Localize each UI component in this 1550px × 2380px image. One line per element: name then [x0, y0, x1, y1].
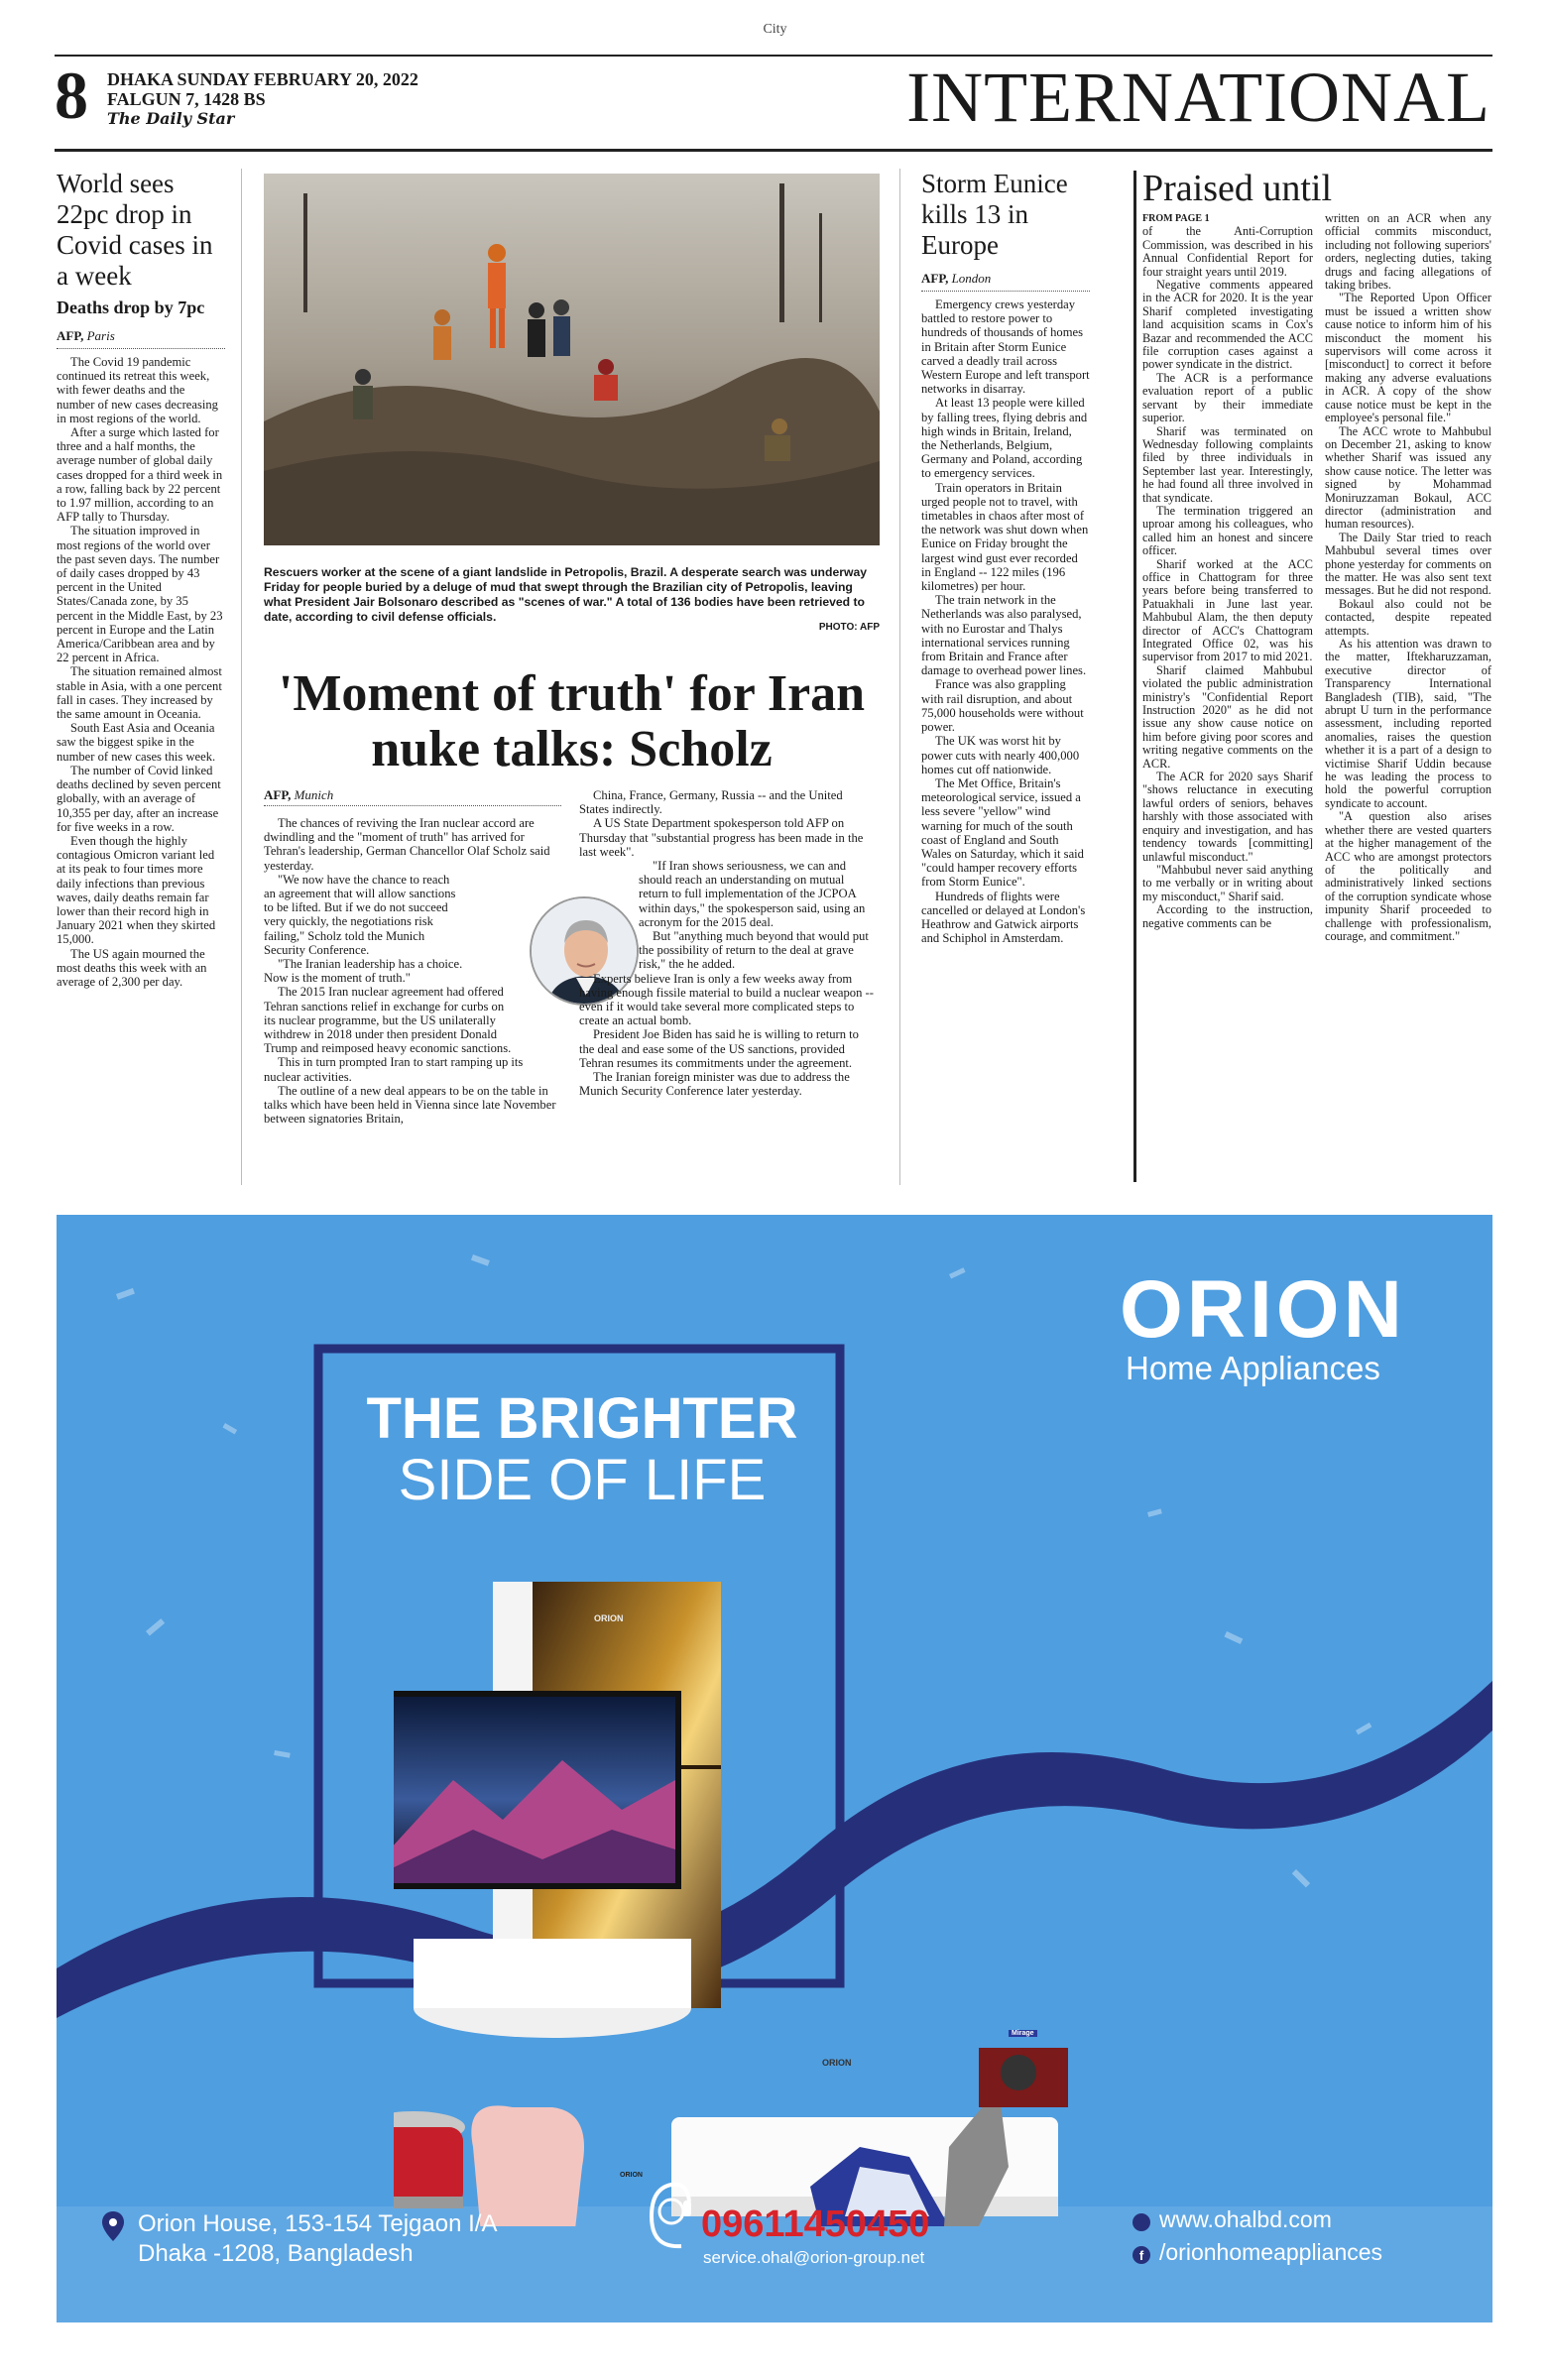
ac-logo: ORION [822, 2058, 852, 2068]
divider [921, 291, 1090, 292]
paragraph: written on an ACR when any official commits misconduct, including not following superiors' orders, neglecting duties, taking drugs and facing allegations of taking bribes. [1325, 211, 1491, 293]
paragraph: "The Iranian leadership has a choice. Now is the moment of truth." [264, 957, 463, 986]
paragraph: Even though the highly contagious Omicron variant led at its peak to four times more daily infections than previous waves, daily deaths remain far lower than their record high in January 2021 when they skirted 15,000. [57, 833, 216, 947]
paragraph: of the Anti-Corruption Commission, was described in his Annual Confidential Report for four straight years until 2019. [1142, 224, 1313, 279]
header-rule-top [55, 55, 1492, 57]
paragraph: A US State Department spokesperson told AFP on Thursday that "substantial progress has been made in the last week". [579, 816, 864, 859]
covid-headline: World sees 22pc drop in Covid cases in a week [57, 169, 213, 291]
paragraph: China, France, Germany, Russia -- and the United States indirectly. [579, 788, 843, 817]
paragraph: According to the instruction, negative comments can be [1142, 902, 1313, 930]
paragraph: The situation remained almost stable in Asia, with a one percent fall in cases. They increased by the same amount in Oceania. [57, 664, 222, 722]
paragraph: "If Iran shows seriousness, we can and should reach an understanding on mutual return to full implementation of the JCPOA within days," the spokesperson said, using an acronym for the 2015 deal. [639, 859, 866, 929]
iran-byline: AFP, Munich [264, 787, 334, 802]
location-pin-icon [102, 2211, 124, 2241]
paragraph: Train operators in Britain urged people not to travel, with timetables in chaos after most of the network was shut down when Eunice on Friday brought the largest wind gust ever recorded in England -- 122 miles (196 kilometres) per hour. [921, 480, 1089, 594]
globe-icon [1133, 2213, 1150, 2231]
paragraph: The 2015 Iran nuclear agreement had offered Tehran sanctions relief in exchange for curbs on its nuclear programme, but the US unilaterally withdrew in 2018 under then president Donald Trump and reimposed heavy economic sanctions. [264, 985, 512, 1056]
section-title: INTERNATIONAL [906, 58, 1490, 137]
paragraph: The Met Office, Britain's meteorological service, issued a less severe "yellow" wind warning for much of the south coast of England and South Wales on Saturday, which it said "could hamper recovery efforts from Storm Eunice". [921, 775, 1084, 890]
support-email[interactable]: service.ohal@orion-group.net [703, 2248, 925, 2267]
paragraph: After a surge which lasted for three and a half months, the average number of global daily cases dropped for a third week in a row, falling back by 22 percent to 1.97 million, according to an AFP tally to Thursday. [57, 425, 223, 525]
iran-headline: 'Moment of truth' for Iran nuke talks: Scholz [278, 665, 866, 777]
iran-body-col2 [579, 788, 874, 1098]
paragraph: The number of Covid linked deaths declined by seven percent globally, with an average of 10,355 per day, after an increase for five weeks in a row. [57, 763, 221, 834]
paragraph: The chances of reviving the Iran nuclear accord are dwindling and the "moment of truth" has arrived for Tehran's leadership, German Chancellor Olaf Scholz said yesterday. [264, 816, 550, 873]
paragraph: Sharif worked at the ACC office in Chattogram for three years before being transferred to Patuakhali in June last year. Mahbubul Alam, the then deputy director of ACC's Chattogram Integrated Office 02, was his supervisor from 2017 to mid 2021. [1142, 556, 1313, 664]
paragraph: The outline of a new deal appears to be on the table in talks which have been held in Vienna since late November between signatories Britain, [264, 1083, 556, 1127]
photo-caption: Rescuers worker at the scene of a giant landslide in Petropolis, Brazil. A desperate search was underway Friday for people buried by a deluge of mud that swept through the Brazilian city of Petropolis, leaving what President Jair Bolsonaro described as "scenes of war." A total of 136 bodies have been retrieved to date, according to civil defense officials. [264, 565, 868, 624]
paragraph: South East Asia and Oceania saw the biggest spike in the number of new cases this week. [57, 721, 216, 764]
paragraph: The US again mourned the most deaths this week with an average of 2,300 per day. [57, 946, 207, 989]
address-line1: Orion House, 153-154 Tejgaon I/A [138, 2210, 498, 2237]
headset-icon [642, 2177, 693, 2256]
paragraph: This in turn prompted Iran to start ramping up its nuclear activities. [264, 1055, 524, 1084]
praised-body-col1 [1142, 212, 1313, 930]
praised-headline: Praised until [1142, 168, 1333, 209]
paragraph: The ACR for 2020 says Sharif "shows reluctance in executing lawful orders of seniors, behaves harshly with those associated with enquiry and investigation, and has tendency towards [committing] unlawful misconduct." [1142, 770, 1313, 864]
from-page-label: FROM PAGE 1 [1142, 213, 1210, 224]
facebook-link[interactable]: /orionhomeappliances [1159, 2239, 1383, 2265]
date-bangla: FALGUN 7, 1428 BS [107, 89, 266, 109]
page-top-label: City [763, 22, 787, 37]
storm-body [921, 298, 1090, 945]
paragraph: "The Reported Upon Officer must be issued a written show cause notice to inform him of his misconduct the moment his supervisors will come across it [misconduct] to correct it before making any adverse evaluations in ACR. A copy of the show cause notice must be kept in the employee's personal file." [1325, 291, 1491, 425]
paragraph: "We now have the chance to reach an agreement that will allow sanctions to be lifted. But if we do not succeed very quickly, the negotiations risk failing," Scholz told the Munich Security Conference. [264, 872, 456, 957]
address-line2: Dhaka -1208, Bangladesh [138, 2240, 414, 2267]
orion-advertisement[interactable] [57, 1215, 1492, 2322]
praised-body-col2 [1325, 212, 1491, 943]
facebook-icon: f [1133, 2246, 1150, 2264]
paragraph: The termination triggered an uproar among his colleagues, who called him an honest and sincere officer. [1142, 503, 1313, 558]
paragraph: Negative comments appeared in the ACR for 2020. It is the year Sharif completed investigating land acquisition scams in Cox's Bazar and recommended the ACC file corruption cases against a power syndicate in the district. [1142, 278, 1313, 372]
hotline-number[interactable]: 09611450450 [701, 2203, 930, 2245]
paragraph: But "anything much beyond that would put the possibility of return to the deal at grave risk," the he added. [639, 929, 869, 972]
storm-byline: AFP, London [921, 271, 992, 286]
orion-logo: ORION [1120, 1264, 1406, 1355]
dateline-block [107, 69, 418, 129]
paragraph: Sharif claimed Mahbubul violated the public administration ministry's "Confidential Report Instruction 2020" as he did not issue any show cause notice on him before giving poor scores and writing negative comments on the ACR. [1142, 662, 1313, 771]
paragraph: "Mahbubul never said anything to me verbally or in writing about my misconduct," Sharif said. [1142, 862, 1313, 903]
paragraph: The Covid 19 pandemic continued its retreat this week, with fewer deaths and the number of new cases decreasing in most regions of the world. [57, 355, 218, 425]
paragraph: The UK was worst hit by power cuts with nearly 400,000 homes cut off nationwide. [921, 734, 1080, 776]
paragraph: Bokaul also could not be contacted, despite repeated attempts. [1325, 596, 1491, 638]
paragraph: The Iranian foreign minister was due to address the Munich Security Conference later yesterday. [579, 1070, 850, 1099]
tagline-line1: THE BRIGHTER [366, 1386, 798, 1451]
paragraph: At least 13 people were killed by falling trees, flying debris and high winds in Britain, Ireland, the Netherlands, Belgium, Germany and Poland, according to emergency services. [921, 396, 1088, 481]
paragraph: The ACC wrote to Mahbubul on December 21, asking to know whether Sharif was issued any show cause notice. The letter was signed by Mohammad Moniruzzaman Bokaul, ACC director (administration and human resources). [1325, 423, 1491, 532]
paragraph: Emergency crews yesterday battled to restore power to hundreds of thousands of homes in Britain after Storm Eunice carved a deadly trail across Western Europe and left transport networks in disarray. [921, 298, 1090, 397]
iran-body-col1 [264, 816, 558, 1126]
covid-subhead: Deaths drop by 7pc [57, 298, 205, 317]
divider [57, 348, 225, 349]
paragraph: Hundreds of flights were cancelled or delayed at London's Heathrow and Gatwick airports and Schiphol in Amsterdam. [921, 889, 1086, 946]
product-lineup [394, 1532, 1207, 2226]
paragraph: France was also grappling with rail disruption, and about 75,000 households were without power. [921, 677, 1084, 735]
date-gregorian: DHAKA SUNDAY FEBRUARY 20, 2022 [107, 69, 418, 89]
paragraph: As his attention was drawn to the matter, Iftekharuzzaman, executive director of Transparency International Bangladesh (TIB), said, "The abrupt U turn in the performance assessment, including reported anomalies, raises the question whether it is a part of a design to victimise Sharif Uddin because he was leading the process to hold the powerful corruption syndicate to account. [1325, 637, 1491, 810]
covid-body [57, 355, 225, 989]
divider [264, 805, 561, 806]
paragraph: The ACR is a performance evaluation report of a public servant by their immediate superior. [1142, 370, 1313, 425]
column-rule [241, 169, 242, 1185]
photo-credit: PHOTO: AFP [818, 622, 880, 633]
orion-logo-subtitle: Home Appliances [1126, 1350, 1380, 1386]
paragraph: President Joe Biden has said he is willing to return to the deal and ease some of the US sanctions, provided Tehran resumes its commitments under the agreement. [579, 1027, 859, 1070]
address-block [138, 2209, 497, 2269]
paragraph: The train network in the Netherlands was also paralysed, with no Eurostar and Thalys international services running from Britain and France after damage to overhead power lines. [921, 593, 1087, 678]
paragraph: "A question also arises whether there are vested quarters at the higher management of the ACC who are amongst protectors of the politically and administratively linked sections of the corruption syndicate whose impunity Sharif proceeded to challenge with professionalism, courage, and commitment." [1325, 809, 1491, 943]
kettle-logo: ORION [620, 2172, 643, 2179]
paragraph: Experts believe Iran is only a few weeks away from having enough fissile material to build a nuclear weapon -- even if it would take several more complicated steps to create an actual bomb. [579, 971, 874, 1028]
fridge-logo: ORION [594, 1613, 624, 1623]
boxed-rule [1133, 171, 1136, 1182]
storm-headline: Storm Eunice kills 13 in Europe [921, 169, 1068, 260]
paragraph: Sharif was terminated on Wednesday following complaints filed by three individuals in September last year. Interestingly, he had found all three involved in that syndicate. [1142, 423, 1313, 505]
paper-name: The Daily Star [107, 109, 235, 128]
landslide-photo [264, 174, 880, 545]
page-number: 8 [55, 58, 88, 133]
iron-logo: Mirage [1009, 2030, 1037, 2037]
column-rule [899, 169, 900, 1185]
tagline-line2: SIDE OF LIFE [398, 1448, 767, 1512]
covid-article [57, 169, 225, 989]
covid-byline: AFP, Paris [57, 328, 115, 343]
header-rule-bottom [55, 149, 1492, 152]
paragraph: The situation improved in most regions of the world over the past seven days. The number of daily cases dropped by 43 percent in the United States/Canada zone, by 35 percent in the Middle East, by 23 percent in Europe and the Latin America/Caribbean area and by 22 percent in Africa. [57, 524, 223, 665]
storm-article [921, 169, 1090, 945]
paragraph: The Daily Star tried to reach Mahbubul several times over phone yesterday for comments on the matter. He was also sent text messages. But he did not respond. [1325, 530, 1491, 598]
website-link[interactable]: www.ohalbd.com [1159, 2206, 1332, 2232]
